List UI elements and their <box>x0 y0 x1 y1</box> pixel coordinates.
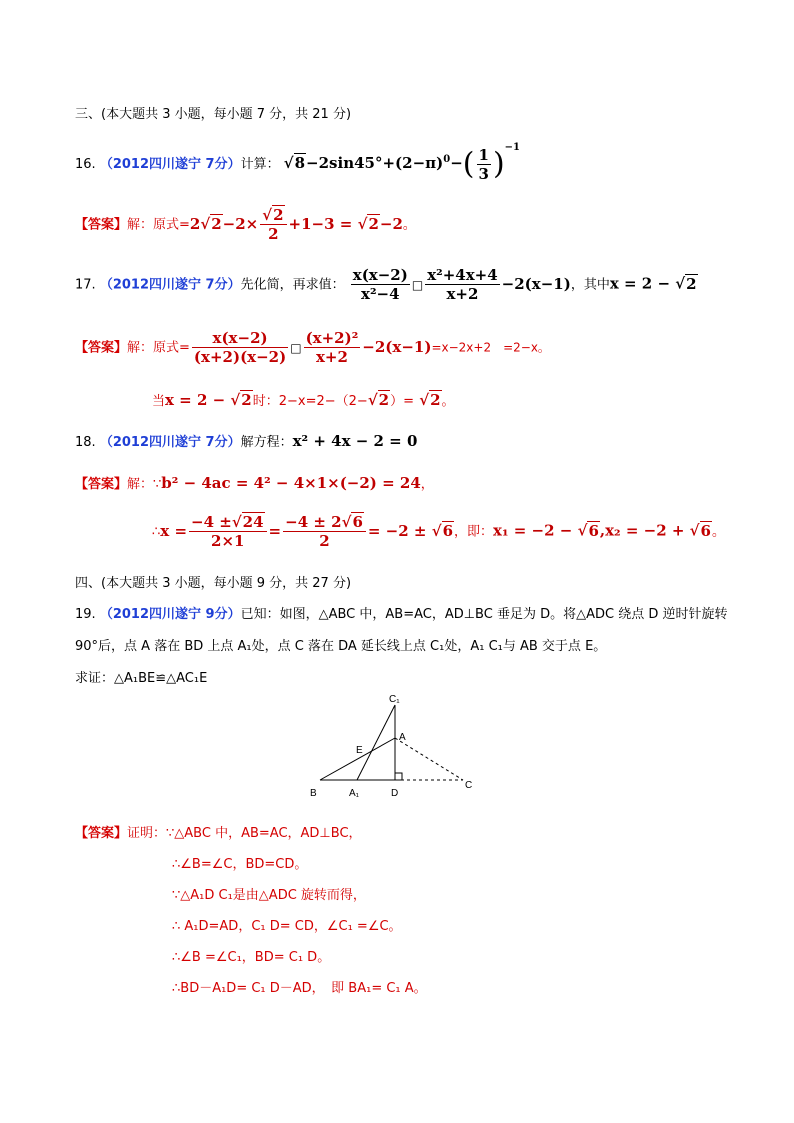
q17-number: 17. <box>75 277 96 293</box>
q16-answer-tag: 【答案】 <box>75 217 128 233</box>
q17-where: ，其中 <box>570 277 610 293</box>
q19-text1: 已知：如图，△ABC 中，AB=AC，AD⊥BC 垂足为 D。将△ADC 绕点 D 逆时针旋转 <box>240 607 728 622</box>
q19-text2: 90°后，点 A 落在 BD 上点 A₁处，点 C 落在 DA 延长线上点 C₁处，A₁ C₁与 AB 交于点 E。 <box>75 639 607 654</box>
q18-number: 18. <box>75 435 96 450</box>
q17-condition: x = 2 − √2 <box>609 274 697 293</box>
segment-A1C1 <box>357 705 395 780</box>
q17-answer-expr: $\frac{x(x-2)}{(x+2)(x-2)}$ □ $\frac{\text{(x+2)²}}{x+2}$ −2(x−1) <box>193 329 432 366</box>
q18-discriminant: b² − 4ac = 4² − 4×1×(−2) = 24 <box>161 474 421 492</box>
q17-answer-tag: 【答案】 <box>75 340 128 356</box>
q18-answer: 【答案】解：∵b² − 4ac = 4² − 4×1×(−2) = 24， <box>75 474 434 492</box>
label-E: E <box>356 745 363 756</box>
question-19-line1 <box>75 603 728 622</box>
q17-answer <box>75 329 550 366</box>
q18-prompt: 解方程： <box>240 435 293 450</box>
q17-answer-result: =x−2x+2 =2−x。 <box>431 340 550 355</box>
label-A: A <box>399 732 406 743</box>
q17-expression: $\frac{x(x-2)}{\text{x²−4}}$ □ $\frac{\text{x²+4x+4}}{x+2}$ −2(x−1) <box>352 266 571 303</box>
q17-answer-lead: 解：原式= <box>127 340 190 356</box>
q19-number: 19. <box>75 607 96 622</box>
proof-line-4: ∴ A₁D=AD，C₁ D= CD，∠C₁ =∠C。 <box>172 919 402 934</box>
label-C: C <box>465 780 473 791</box>
q19-source: （2012四川遂宁 9分） <box>99 607 241 622</box>
label-D: D <box>391 788 399 799</box>
q16-answer: 【答案】解：原式=2√2−2× $\frac{√2}{2}$ +1−3 = √2−2。 <box>75 206 416 243</box>
q16-number: 16. <box>75 157 96 172</box>
q19-answer <box>75 822 362 841</box>
proof-line-6: ∴BD－A₁D= C₁ D－AD， 即 BA₁= C₁ A。 <box>172 981 427 996</box>
q18-equation: x² + 4x − 2 = 0 <box>292 432 418 450</box>
triangle-figure <box>305 690 495 805</box>
right-angle-mark <box>395 773 402 780</box>
q16-prompt: 计算： <box>240 157 280 172</box>
section-3-header: 三、(本大题共 3 小题，每小题 7 分，共 21 分) <box>75 107 352 122</box>
q17-prompt: 先化简，再求值： <box>240 277 345 293</box>
q16-answer-expr: 2√2−2× $\frac{√2}{2}$ +1−3 = √2−2 <box>189 206 403 243</box>
question-18 <box>75 431 417 450</box>
q18-answer-tag: 【答案】 <box>75 477 128 492</box>
dashed-AC <box>395 738 463 780</box>
q18-source: （2012四川遂宁 7分） <box>99 435 241 450</box>
q19-prove: 求证：△A₁BE≌△AC₁E <box>75 671 208 686</box>
section-4-header: 四、(本大题共 3 小题，每小题 9 分，共 27 分) <box>75 576 352 591</box>
question-17 <box>75 266 698 303</box>
q19-answer-tag: 【答案】 <box>75 826 128 841</box>
question-16 <box>75 142 520 183</box>
q16-source: （2012四川遂宁 7分） <box>99 157 241 172</box>
label-C1: C₁ <box>389 694 400 705</box>
proof-line-2: ∴∠B=∠C，BD=CD。 <box>172 857 308 872</box>
proof-line-5: ∴∠B =∠C₁，BD= C₁ D。 <box>172 950 331 965</box>
q18-answer-line2: ∴x = $\frac{-4 \pm√24}{2\times 1}$ = $\frac{-4 \pm 2√6}{2}$ = −2 ± √6，即：x₁ = −2 − √6,x₂ = −2 + √6。 <box>152 513 725 550</box>
q17-source: （2012四川遂宁 7分） <box>99 277 241 293</box>
q16-expression: $√8-2\sin 45^\circ+(2-\pi)^0-$( $\frac{1}{3}$ )$^{-1}$ <box>283 142 520 183</box>
q16-answer-lead: 解：原式= <box>127 217 190 233</box>
proof-line-1: 证明：∵△ABC 中，AB=AC，AD⊥BC， <box>127 826 362 841</box>
q17-answer-line2: 当x = 2 − √2时：2−x=2−（2−√2）= √2。 <box>152 391 455 409</box>
label-B: B <box>310 788 317 799</box>
proof-line-3: ∵△A₁D C₁是由△ADC 旋转而得， <box>172 888 366 903</box>
label-A1: A₁ <box>349 788 360 799</box>
